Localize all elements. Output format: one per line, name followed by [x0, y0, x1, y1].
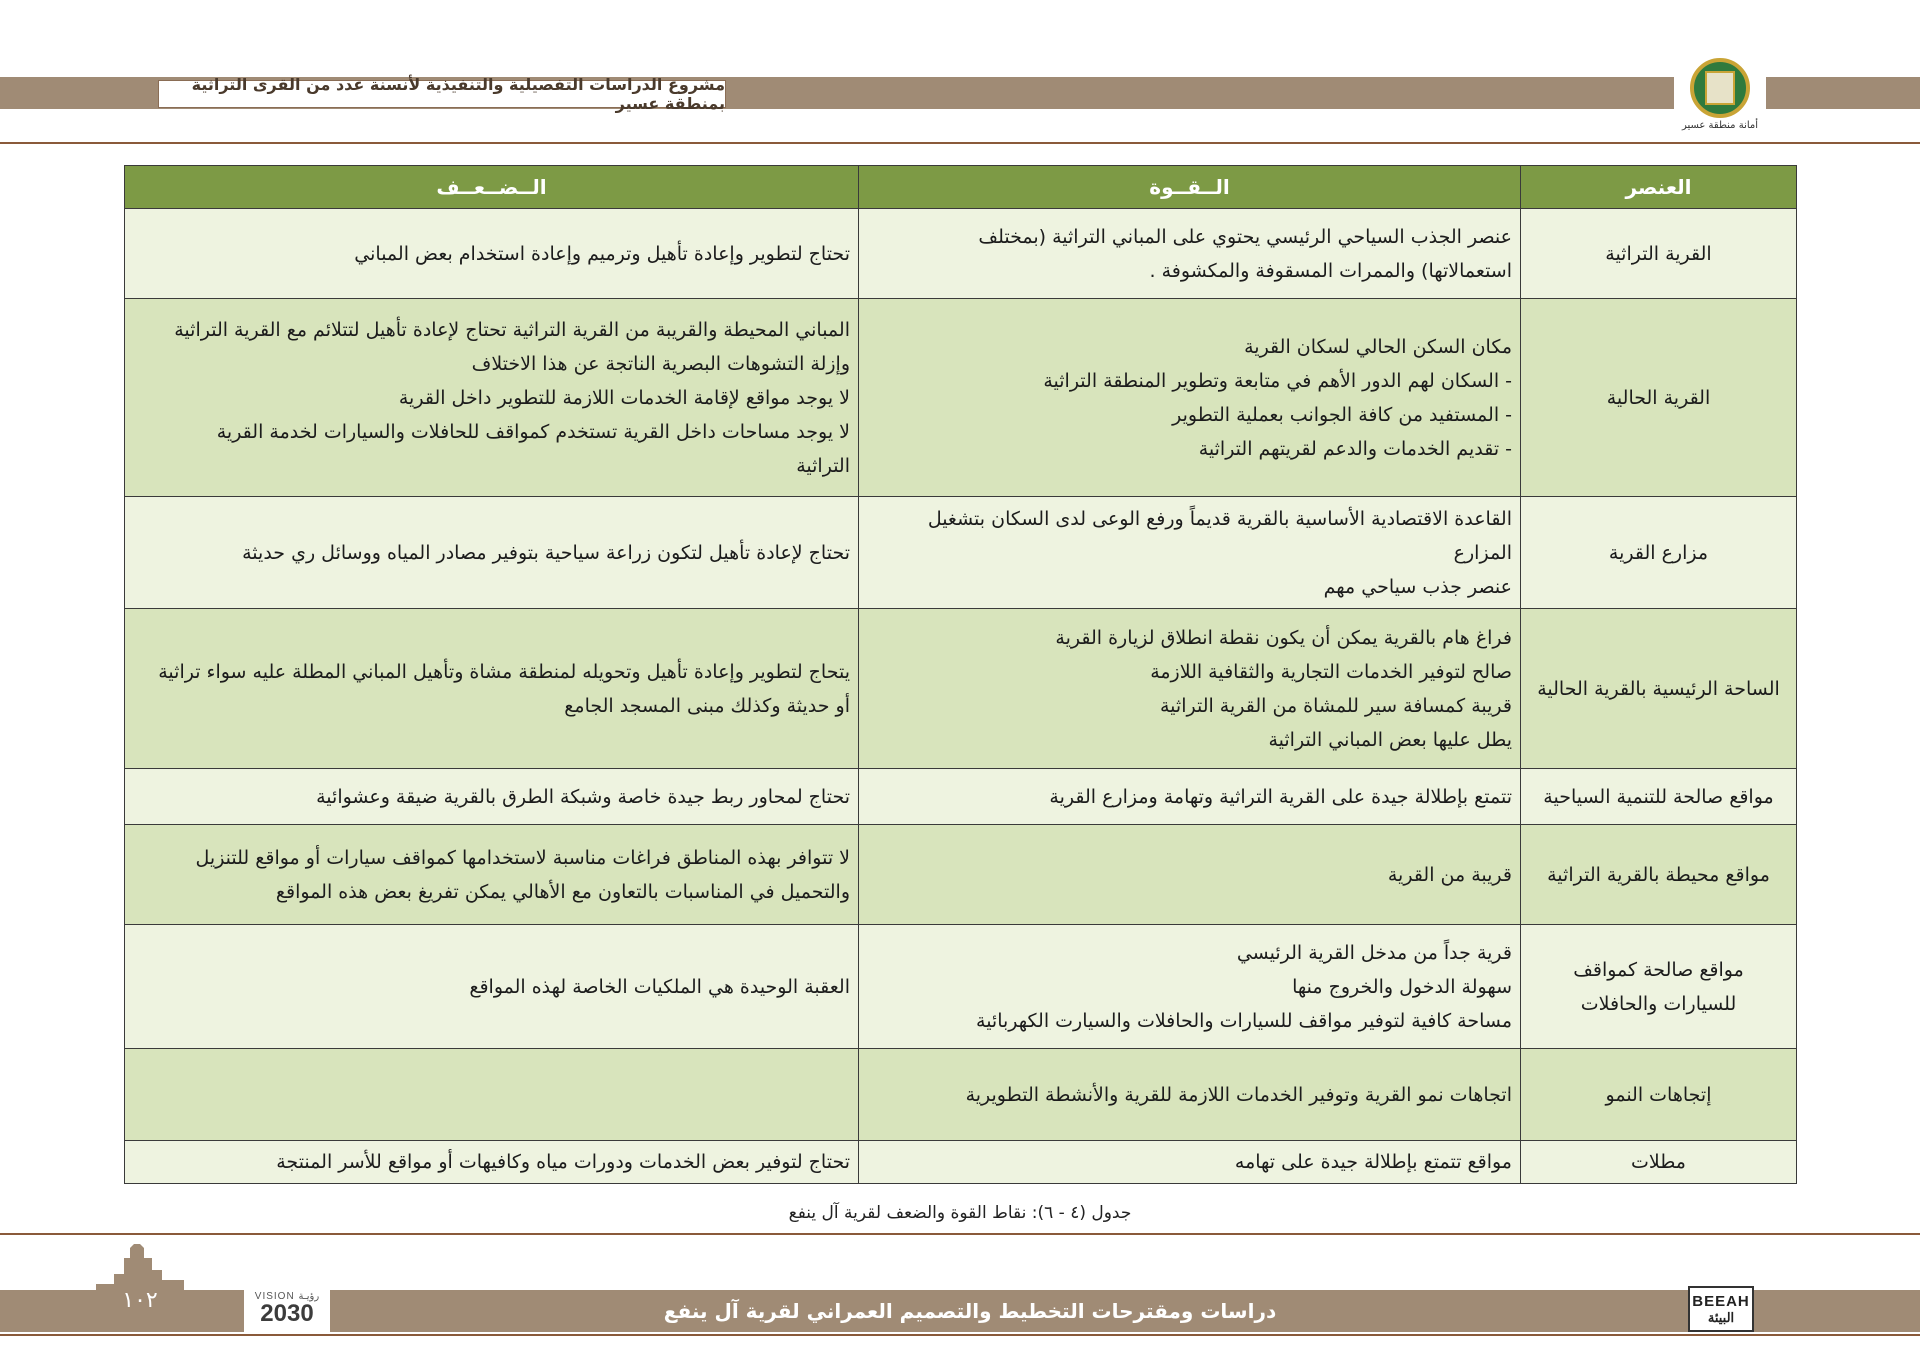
- cell-line: الساحة الرئيسية بالقرية الحالية: [1537, 677, 1780, 700]
- cell-line: تحتاج لإعادة تأهيل لتكون زراعة سياحية بتوفير مصادر المياه ووسائل ري حديثة: [242, 541, 850, 564]
- cell-line: - تقديم الخدمات والدعم لقريتهم التراثية: [1198, 437, 1512, 460]
- cell-line: فراغ هام بالقرية يمكن أن يكون نقطة انطلاق لزيارة القرية: [1055, 626, 1512, 649]
- cell-weakness: [125, 1141, 859, 1184]
- cell-line: إتجاهات النمو: [1605, 1083, 1712, 1106]
- cell-line: قريبة من القرية: [1387, 863, 1512, 886]
- cell-element: [1521, 825, 1797, 925]
- header-element: العنصر: [1521, 166, 1797, 209]
- cell-line: - المستفيد من كافة الجوانب بعملية التطوير: [1172, 403, 1512, 426]
- cell-weakness: [125, 497, 859, 609]
- cell-line: تحتاج لمحاور ربط جيدة خاصة وشبكة الطرق بالقرية ضيقة وعشوائية: [316, 785, 850, 808]
- cell-line: - السكان لهم الدور الأهم في متابعة وتطوير المنطقة التراثية: [1043, 369, 1512, 392]
- vision-year: 2030: [260, 1299, 314, 1327]
- cell-line: استعمالاتها) والممرات المسقوفة والمكشوفة .: [1149, 259, 1512, 282]
- cell-line: اتجاهات نمو القرية وتوفير الخدمات اللازمة للقرية والأنشطة التطويرية: [965, 1083, 1512, 1106]
- cell-line: عنصر جذب سياحي مهم: [1323, 575, 1512, 598]
- cell-line: القرية الحالية: [1606, 386, 1711, 409]
- cell-strength: [859, 1049, 1521, 1141]
- cell-line: لا يوجد مساحات داخل القرية تستخدم كمواقف للحافلات والسيارات لخدمة القرية: [216, 420, 850, 443]
- table-caption: جدول (٤ - ٦): نقاط القوة والضعف لقرية آل ينفع: [788, 1203, 1132, 1223]
- cell-line: القاعدة الاقتصادية الأساسية بالقرية قديماً ورفع الوعى لدى السكان بتشغيل: [927, 507, 1512, 530]
- cell-weakness: [125, 769, 859, 825]
- cell-strength: [859, 497, 1521, 609]
- cell-strength: [859, 769, 1521, 825]
- cell-line: القرية التراثية: [1605, 242, 1712, 265]
- cell-line: مكان السكن الحالي لسكان القرية: [1244, 335, 1512, 358]
- cell-line: المباني المحيطة والقريبة من القرية التراثية تحتاج لإعادة تأهيل لتتلائم مع القرية التراثية: [174, 318, 850, 341]
- cell-element: [1521, 769, 1797, 825]
- cell-strength: [859, 209, 1521, 299]
- header-strength: الــقــوة: [859, 166, 1521, 209]
- beeah-logo: [1688, 1286, 1754, 1332]
- cell-element: [1521, 925, 1797, 1049]
- beeah-ar: البيئة: [1707, 1309, 1735, 1325]
- table-row: [125, 1141, 1797, 1184]
- cell-line: لا يوجد مواقع لإقامة الخدمات اللازمة للتطوير داخل القرية: [398, 386, 850, 409]
- cell-element: [1521, 1049, 1797, 1141]
- strengths-weaknesses-table: [124, 165, 1797, 1184]
- cell-line: مواقع صالحة كمواقف: [1573, 958, 1744, 981]
- cell-line: مطلات: [1631, 1151, 1686, 1173]
- cell-line: التراثية: [796, 454, 850, 477]
- logo-caption: أمانة منطقة عسير: [1681, 120, 1759, 131]
- cell-strength: [859, 299, 1521, 497]
- table-row: [125, 925, 1797, 1049]
- table-row: [125, 609, 1797, 769]
- cell-line: مواقع تتمتع بإطلالة جيدة على تهامه: [1234, 1151, 1512, 1173]
- table-row: [125, 497, 1797, 609]
- project-title-text: مشروع الدراسات التفصيلية والتنفيذية لأنسنة عدد من القرى التراثية بمنطقة عسير: [191, 75, 725, 113]
- cell-line: وإزلة التشوهات البصرية الناتجة عن هذا الاختلاف: [471, 352, 850, 375]
- cell-strength: [859, 825, 1521, 925]
- cell-strength: [859, 609, 1521, 769]
- cell-element: [1521, 209, 1797, 299]
- table-row: [125, 769, 1797, 825]
- cell-weakness: [125, 609, 859, 769]
- footer-title: دراسات ومقترحات التخطيط والتصميم العمراني لقرية آل ينفع: [663, 1299, 1277, 1323]
- cell-element: [1521, 497, 1797, 609]
- cell-strength: [859, 925, 1521, 1049]
- table-row: [125, 299, 1797, 497]
- cell-line: صالح لتوفير الخدمات التجارية والثقافية اللازمة: [1150, 660, 1512, 683]
- page-number: ١٠٢: [122, 1287, 158, 1313]
- table-header-row: [125, 166, 1797, 209]
- footer-rule: [0, 1233, 1920, 1235]
- cell-line: أو حديثة وكذلك مبنى المسجد الجامع: [564, 694, 850, 717]
- vision-label: VISION رؤيـة: [254, 1290, 320, 1302]
- cell-weakness: [125, 299, 859, 497]
- cell-element: [1521, 609, 1797, 769]
- cell-line: تحتاج لتطوير وإعادة تأهيل وترميم وإعادة استخدام بعض المباني: [354, 242, 850, 265]
- cell-line: للسيارات والحافلات: [1580, 992, 1737, 1015]
- cell-line: قرية جداً من مدخل القرية الرئيسي: [1236, 941, 1512, 964]
- cell-weakness: [125, 825, 859, 925]
- cell-line: يتحاج لتطوير وإعادة تأهيل وتحويله لمنطقة مشاة وتأهيل المباني المطلة عليه سواء تراثية: [158, 660, 850, 683]
- cell-weakness: [125, 1049, 859, 1141]
- cell-line: العقبة الوحيدة هي الملكيات الخاصة لهذه المواقع: [469, 975, 850, 998]
- table-row: [125, 1049, 1797, 1141]
- cell-line: المزارع: [1453, 541, 1512, 564]
- cell-line: مزارع القرية: [1608, 541, 1709, 564]
- project-title: [158, 75, 726, 113]
- cell-line: مواقع محيطة بالقرية التراثية: [1547, 863, 1770, 886]
- cell-weakness: [125, 209, 859, 299]
- emblem-icon: [1690, 58, 1750, 118]
- header-rule: [0, 142, 1920, 144]
- cell-weakness: [125, 925, 859, 1049]
- cell-line: لا تتوافر بهذه المناطق فراغات مناسبة لاستخدامها كمواقف سيارات أو مواقع للتنزيل: [195, 846, 850, 869]
- asir-municipality-logo: [1674, 58, 1766, 144]
- cell-strength: [859, 1141, 1521, 1184]
- cell-line: تحتاج لتوفير بعض الخدمات ودورات مياه وكافيهات أو مواقع للأسر المنتجة: [276, 1151, 850, 1173]
- cell-line: تتمتع بإطلالة جيدة على القرية التراثية وتهامة ومزارع القرية: [1049, 785, 1512, 808]
- table-row: [125, 209, 1797, 299]
- cell-line: مواقع صالحة للتنمية السياحية: [1543, 785, 1774, 808]
- cell-element: [1521, 299, 1797, 497]
- cell-line: قريبة كمسافة سير للمشاة من القرية التراثية: [1160, 694, 1512, 717]
- cell-element: [1521, 1141, 1797, 1184]
- table-row: [125, 825, 1797, 925]
- header-weakness: الــضــعــف: [125, 166, 859, 209]
- vision-2030-logo: [244, 1282, 330, 1334]
- castle-icon: [96, 1244, 184, 1290]
- cell-line: مساحة كافية لتوفير مواقف للسيارات والحافلات والسيارت الكهربائية: [976, 1009, 1512, 1032]
- cell-line: سهولة الدخول والخروج منها: [1292, 975, 1512, 998]
- footer-bottom-rule: [0, 1334, 1920, 1336]
- beeah-en: BEEAH: [1692, 1292, 1750, 1310]
- cell-line: عنصر الجذب السياحي الرئيسي يحتوي على المباني التراثية (بمختلف: [978, 225, 1512, 248]
- cell-line: والتحميل في المناسبات بالتعاون مع الأهالي يمكن تفريغ بعض هذه المواقع: [275, 880, 850, 903]
- cell-line: يطل عليها بعض المباني التراثية: [1268, 728, 1512, 751]
